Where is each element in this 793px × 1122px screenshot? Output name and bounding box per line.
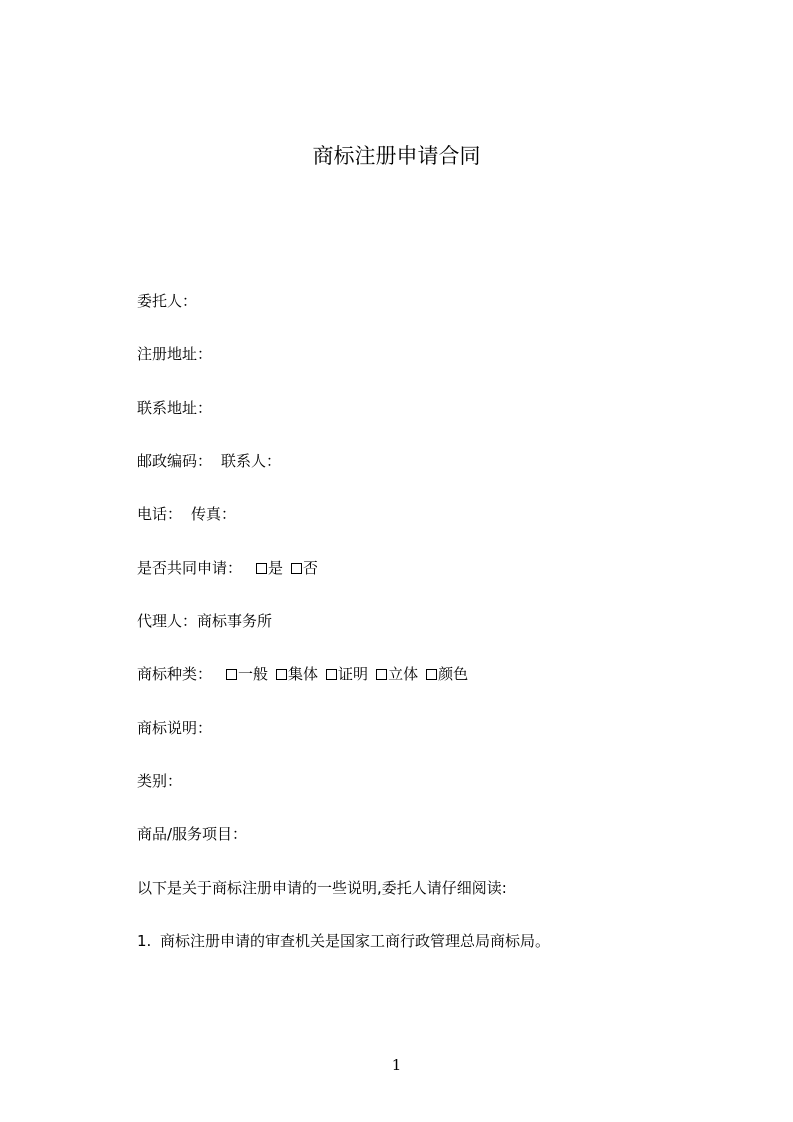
category-label: 类别： [137, 772, 183, 790]
checkbox-icon [426, 669, 437, 680]
agent-label: 代理人：商标事务所 [137, 612, 273, 630]
joint-application-label: 是否共同申请： [137, 559, 243, 577]
agent-field [137, 611, 272, 631]
category-field [137, 771, 182, 791]
phone-fax-field [137, 504, 236, 524]
fax-label: 传真： [191, 505, 237, 523]
type-option-certification[interactable]: 证明 [326, 664, 368, 684]
postal-code-label: 邮政编码： [137, 452, 213, 470]
trademark-type-field [137, 664, 476, 684]
trademark-type-label: 商标种类： [137, 665, 213, 683]
goods-services-field [137, 824, 247, 844]
joint-option-yes[interactable]: 是 [256, 558, 283, 578]
checkbox-icon [226, 669, 237, 680]
phone-label: 电话： [137, 505, 183, 523]
list-item-number: 1. [137, 932, 152, 950]
list-item-text: 商标注册申请的审查机关是国家工商行政管理总局商标局。 [160, 932, 551, 950]
checkbox-icon [256, 563, 267, 574]
type-option-general[interactable]: 一般 [226, 664, 268, 684]
checkbox-icon [326, 669, 337, 680]
goods-services-label: 商品/服务项目： [137, 825, 248, 843]
principal-field [137, 291, 197, 311]
type-option-color[interactable]: 颜色 [426, 664, 468, 684]
principal-label: 委托人： [137, 292, 198, 310]
postal-contact-field [137, 451, 281, 471]
checkbox-icon [276, 669, 287, 680]
checkbox-icon [376, 669, 387, 680]
page-number: 1 [391, 1056, 402, 1074]
joint-application-field [137, 558, 326, 578]
contact-person-label: 联系人： [221, 452, 282, 470]
registered-address-field [137, 344, 212, 364]
trademark-description-label: 商标说明： [137, 719, 213, 737]
type-option-collective[interactable]: 集体 [276, 664, 318, 684]
list-item [137, 931, 550, 951]
contact-address-field [137, 398, 212, 418]
intro-paragraph: 以下是关于商标注册申请的一些说明,委托人请仔细阅读: [137, 879, 507, 897]
contact-address-label: 联系地址： [137, 399, 213, 417]
document-title: 商标注册申请合同 [312, 144, 481, 168]
joint-option-no[interactable]: 否 [291, 558, 318, 578]
trademark-description-field [137, 718, 212, 738]
registered-address-label: 注册地址： [137, 345, 213, 363]
type-option-3d[interactable]: 立体 [376, 664, 418, 684]
checkbox-icon [291, 563, 302, 574]
